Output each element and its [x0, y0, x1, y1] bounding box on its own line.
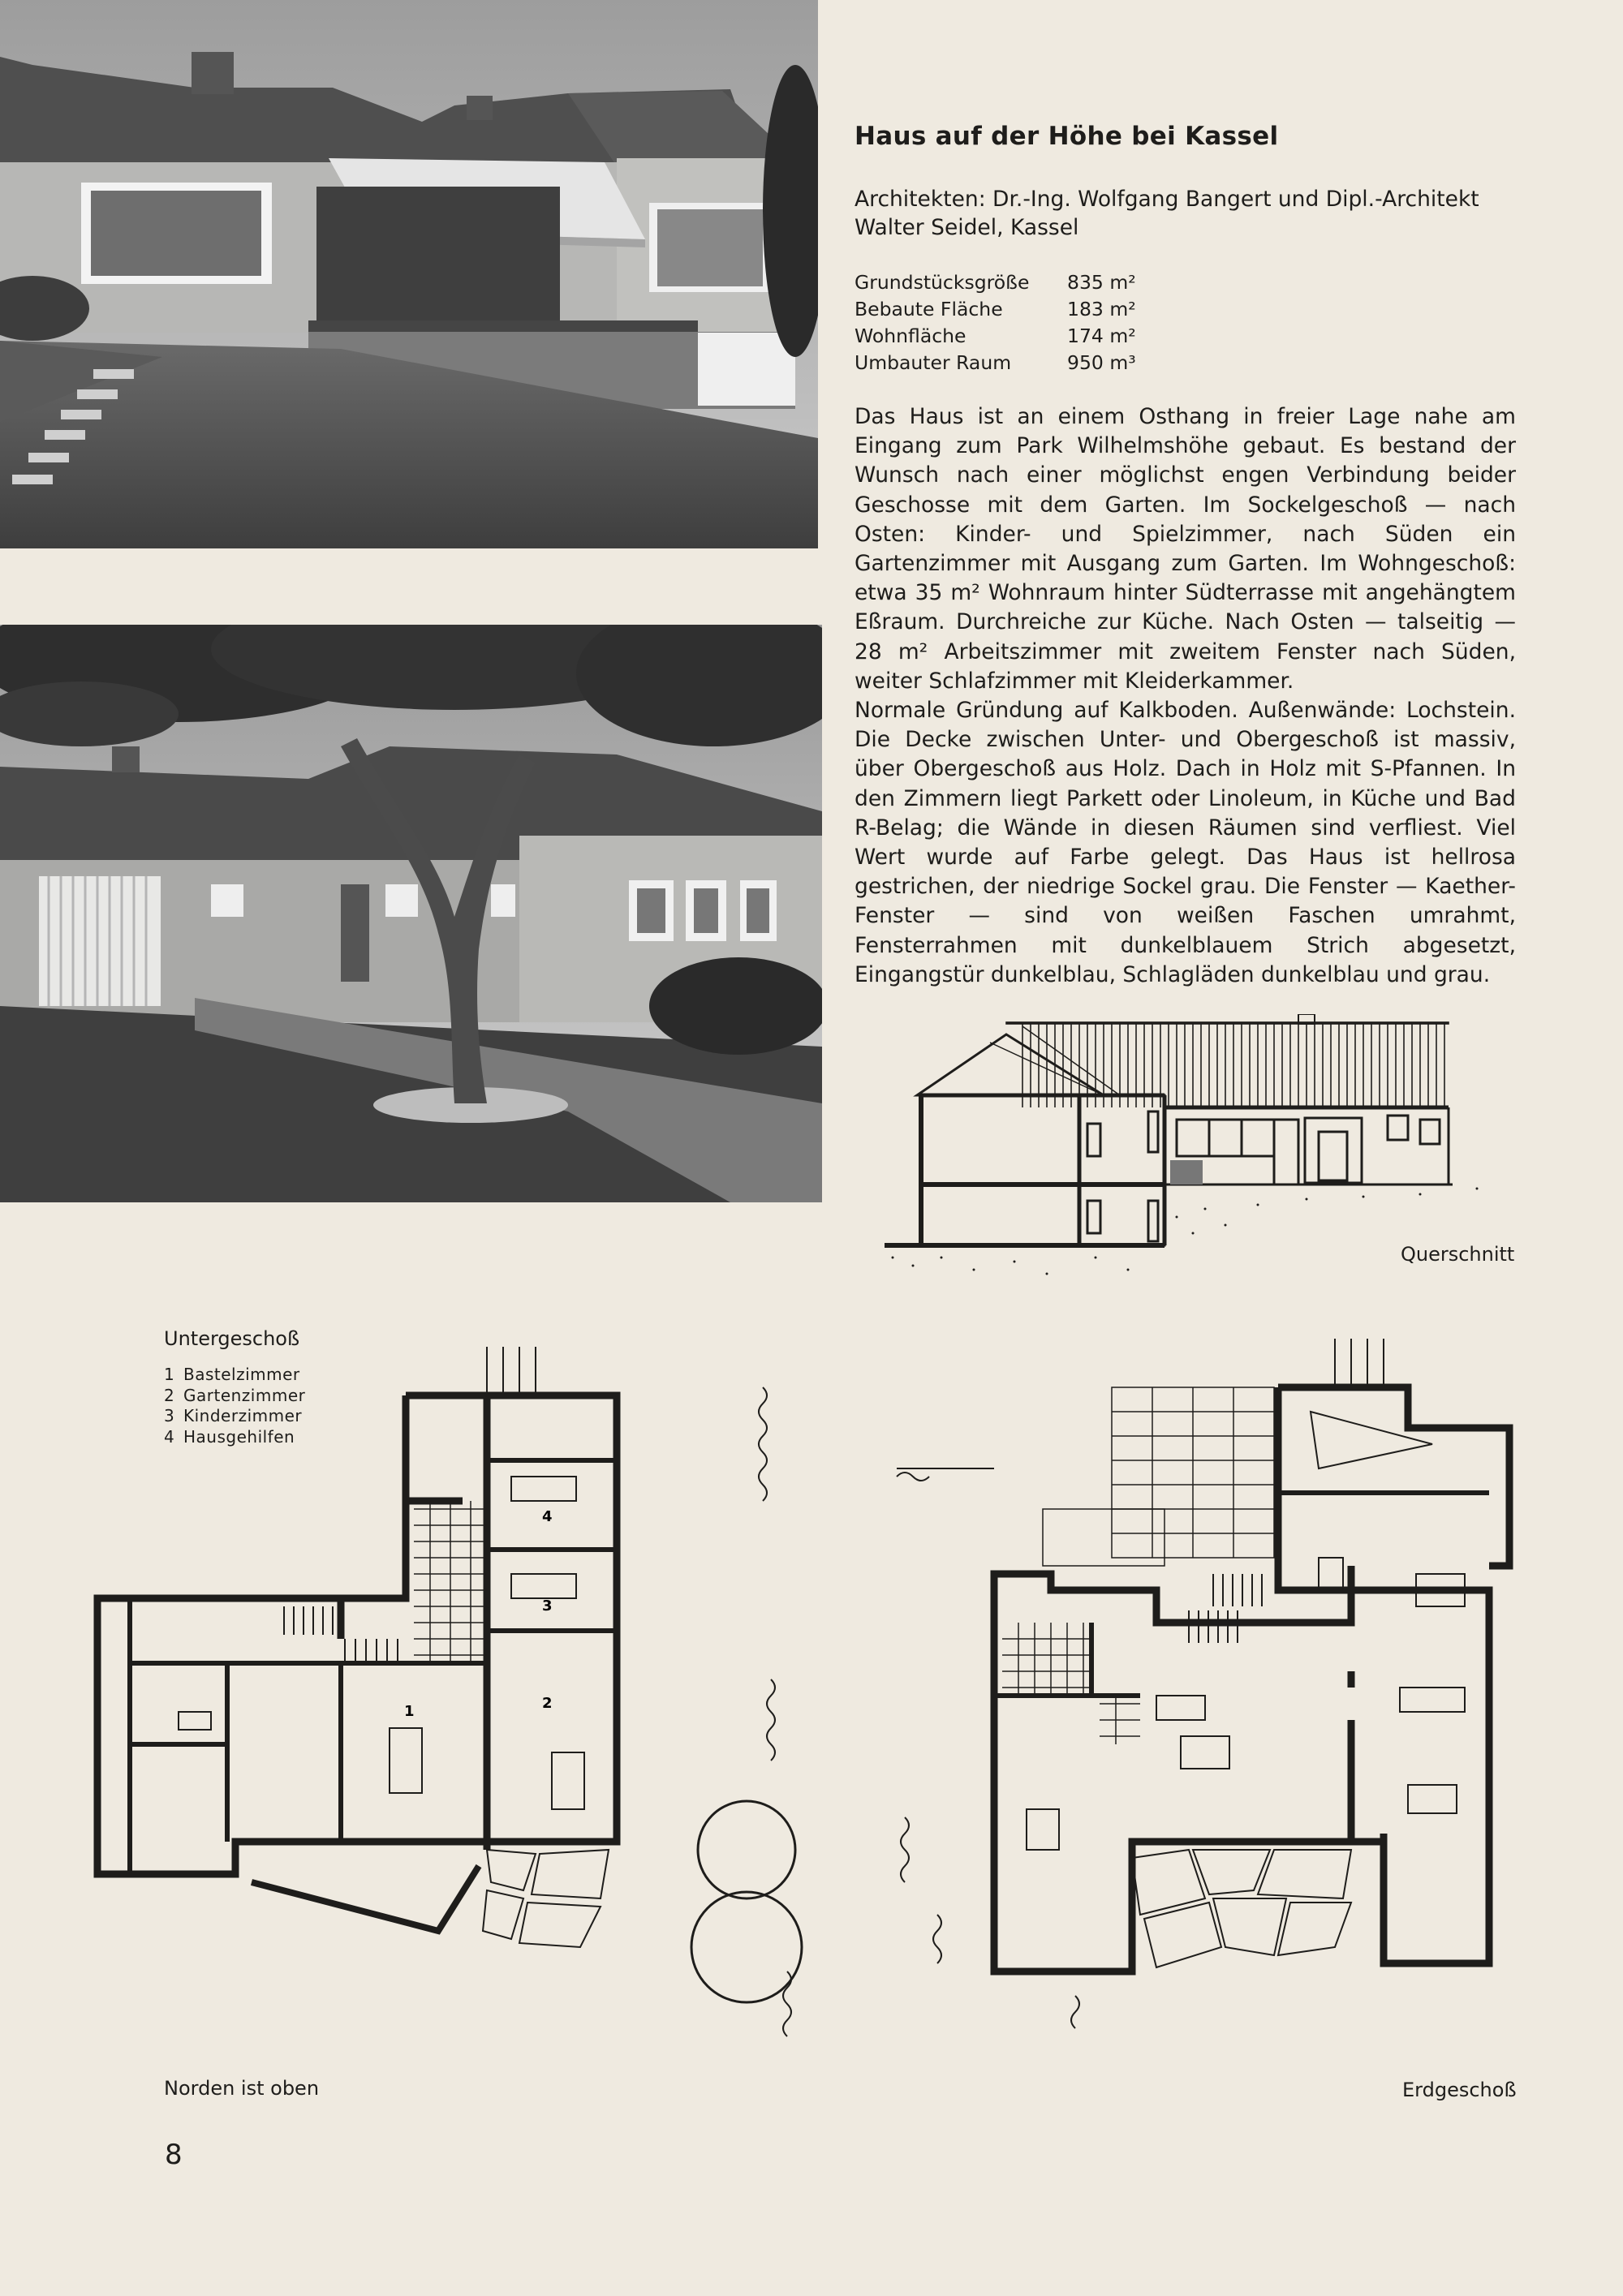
legend-item: [164, 1386, 305, 1407]
fact-value: 950 m³: [1067, 351, 1136, 374]
ground-floor-plan: [832, 1331, 1530, 2101]
fact-label: Umbauter Raum: [855, 351, 1012, 374]
fact-label: Bebaute Fläche: [855, 298, 1003, 320]
room-number: 2: [542, 1695, 553, 1712]
fact-label: Grundstücksgröße: [855, 271, 1030, 294]
legend-name: Hausgehilfen: [183, 1426, 295, 1447]
section-label: Querschnitt: [1401, 1243, 1515, 1266]
room-number: 1: [404, 1703, 415, 1720]
article-body: [855, 402, 1516, 990]
house-photo-garden-view-image: [0, 0, 818, 548]
house-photo-garden-view: [0, 0, 818, 548]
fact-label: Wohnfläche: [855, 325, 966, 347]
architects-credit: Architekten: Dr.-Ing. Wolfgang Bangert und Dipl.-Architekt Walter Seidel, Kassel: [855, 187, 1479, 240]
facts-row: [855, 350, 1136, 376]
legend-num: 1: [164, 1365, 175, 1384]
legend-num: 2: [164, 1385, 175, 1405]
legend-item: [164, 1406, 305, 1427]
ground-floor-plan-svg: [832, 1331, 1530, 2101]
north-note: Norden ist oben: [164, 2077, 320, 2100]
facts-row: [855, 296, 1136, 323]
page-number: 8: [165, 2139, 183, 2171]
legend-name: Kinderzimmer: [183, 1406, 303, 1425]
legend-item: [164, 1427, 305, 1448]
lower-floor-label: Untergeschoß: [164, 1327, 300, 1350]
room-number: 3: [542, 1597, 553, 1615]
legend-name: Bastelzimmer: [183, 1365, 300, 1384]
fact-value: 174 m²: [1067, 325, 1136, 347]
article-paragraph: Das Haus ist an einem Osthang in freier Lage nahe am Eingang zum Park Wilhelmshöhe gebaut. Es bestand der Wunsch nach einer möglichst engen Verbindung beider Geschosse mit dem Garten. Im Sockelgeschoß — nach Osten: Kinder- und Spielzimmer, nach Süden ein Gartenzimmer mit Ausgang zum Garten. Im Wohngeschoß: etwa 35 m² Wohnraum hinter Südterrasse mit angehängtem Eßraum. Durchreiche zur Küche. Nach Osten — talseitig — 28 m² Arbeitszimmer mit zweitem Fenster nach Süden, weiter Schlafzimmer mit Kleiderkammer.: [855, 404, 1516, 694]
legend-item: [164, 1365, 305, 1386]
article-paragraph: Normale Gründung auf Kalkboden. Außenwände: Lochstein. Die Decke zwischen Unter- und Obergeschoß ist massiv, über Obergeschoß aus Holz. Dach in Holz mit S-Pfannen. In den Zimmern liegt Parkett oder Linoleum, in Küche und Bad R-Belag; die Wände in diesen Räumen sind verfliest. Viel Wert wurde auf Farbe gelegt. Das Haus ist hellrosa gestrichen, der niedrige Sockel grau. Die Fenster — Kaether-Fenster — sind von weißen Faschen umrahmt, Fensterrahmen mit dunkelblauem Strich abgesetzt, Eingangstür dunkelblau, Schlagläden dunkelblau und grau.: [855, 698, 1516, 987]
legend-num: 4: [164, 1426, 175, 1447]
room-number: 4: [542, 1508, 553, 1525]
house-photo-entrance-view-image: [0, 625, 822, 1202]
ground-floor-label: Erdgeschoß: [1402, 2079, 1517, 2101]
facts-row: [855, 323, 1136, 350]
house-photo-entrance-view: [0, 625, 822, 1202]
legend-num: 3: [164, 1406, 175, 1425]
fact-value: 183 m²: [1067, 298, 1136, 320]
legend-name: Gartenzimmer: [183, 1385, 306, 1405]
fact-value: 835 m²: [1067, 271, 1136, 294]
article: [855, 122, 1516, 990]
facts-table: [855, 269, 1136, 376]
article-title: Haus auf der Höhe bei Kassel: [855, 122, 1279, 151]
room-legend: [164, 1365, 305, 1447]
facts-row: [855, 269, 1136, 296]
